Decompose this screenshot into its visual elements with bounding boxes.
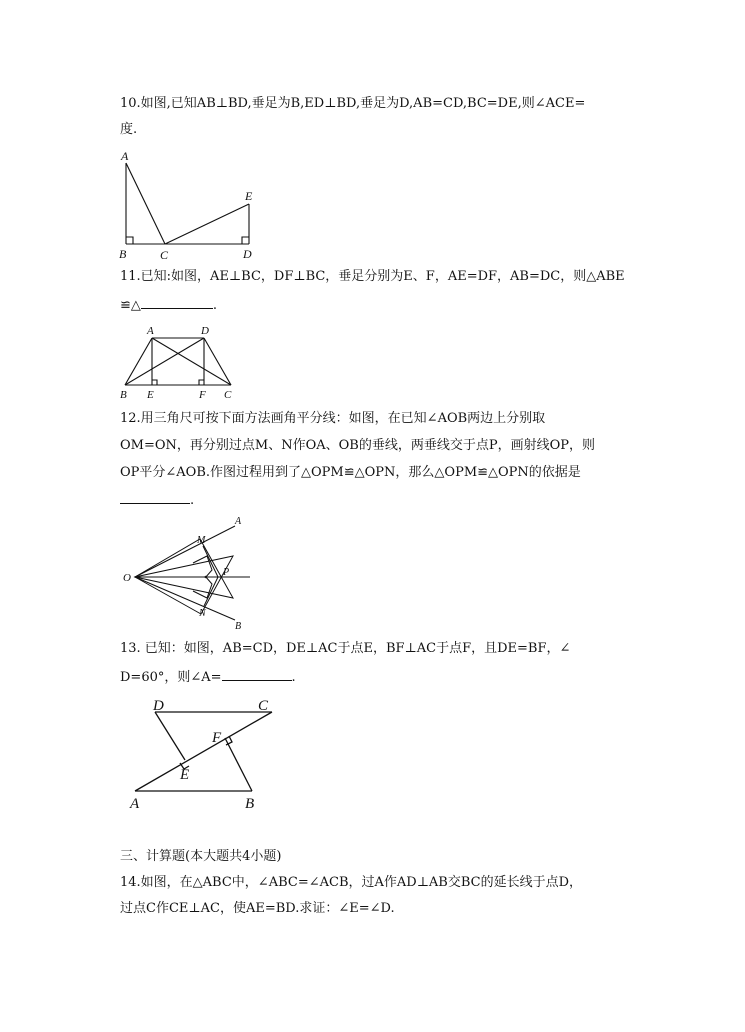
q13-line2-suffix: . bbox=[291, 670, 296, 685]
q14-text-line2: 过点C作CE⊥AC，使AE=BD.求证：∠E=∠D. bbox=[120, 901, 395, 916]
q11-right-angle-e bbox=[152, 380, 157, 385]
q10-label-e: E bbox=[245, 189, 253, 203]
q13-segment-bf bbox=[225, 738, 252, 791]
q13-label-f: F bbox=[212, 730, 222, 746]
q12-triangle-ruler-1 bbox=[135, 539, 233, 598]
q11-line2-suffix: . bbox=[212, 298, 218, 313]
q13-label-d: D bbox=[153, 698, 164, 714]
q12-answer-blank[interactable] bbox=[120, 490, 190, 504]
q10-label-d: D bbox=[243, 247, 252, 261]
q10-text-line1: 10.如图,已知AB⊥BD,垂足为B,ED⊥BD,垂足为D,AB=CD,BC=DE,则∠ACE= bbox=[120, 96, 586, 111]
q10-label-a: A bbox=[121, 149, 129, 163]
q11-segment-dc bbox=[204, 338, 231, 385]
q12-label-o: O bbox=[123, 572, 131, 584]
q12-label-a: A bbox=[235, 516, 242, 527]
q10-figure bbox=[115, 146, 260, 264]
q10-label-b: B bbox=[119, 247, 127, 261]
q12-ray-oa bbox=[135, 526, 235, 577]
q10-text-line2: 度. bbox=[120, 122, 138, 137]
q11-label-d: D bbox=[201, 325, 209, 337]
q10-label-c: C bbox=[160, 248, 169, 262]
q13-line2-prefix: D=60°，则∠A= bbox=[120, 670, 222, 685]
q13-text-line2 bbox=[120, 667, 296, 687]
q12-text-line4 bbox=[120, 490, 194, 510]
q11-label-a: A bbox=[147, 325, 154, 337]
q12-figure bbox=[115, 512, 260, 632]
q11-label-f: F bbox=[199, 389, 206, 401]
q13-answer-blank[interactable] bbox=[222, 667, 292, 681]
section-3-title: 三、计算题(本大题共4小题) bbox=[120, 849, 282, 864]
q12-label-b: B bbox=[235, 621, 242, 632]
q13-label-a: A bbox=[130, 796, 140, 812]
q11-text-line1: 11.已知:如图，AE⊥BC，DF⊥BC，垂足分别为E、F，AE=DF，AB=DC，则△ABE bbox=[120, 269, 625, 284]
q12-label-p: P bbox=[223, 567, 230, 578]
q12-triangle-ruler-2 bbox=[135, 556, 233, 614]
q13-label-e: E bbox=[180, 767, 190, 783]
q12-text-line3: OP平分∠AOB.作图过程用到了△OPM≌△OPN，那么△OPM≌△OPN的依据是 bbox=[120, 465, 581, 480]
q11-figure bbox=[115, 320, 245, 402]
q12-line4-suffix: . bbox=[190, 493, 195, 508]
q12-text-line1: 12.用三角尺可按下面方法画角平分线：如图，在已知∠AOB两边上分别取 bbox=[120, 411, 546, 426]
q12-perpendicular-np bbox=[204, 577, 218, 606]
q12-ray-ob bbox=[135, 577, 235, 620]
q11-segment-ab bbox=[125, 338, 152, 385]
q13-text-line1: 13. 已知：如图，AB=CD，DE⊥AC于点E，BF⊥AC于点F，且DE=BF，∠ bbox=[120, 641, 571, 656]
q13-segment-de bbox=[155, 712, 185, 760]
q13-segment-ac bbox=[135, 712, 272, 791]
q11-text-line2 bbox=[120, 295, 217, 315]
q10-segment-ac bbox=[126, 163, 165, 244]
q12-label-m: M bbox=[197, 535, 206, 546]
q12-label-n: N bbox=[199, 608, 206, 619]
q13-label-c: C bbox=[258, 698, 269, 714]
q11-right-angle-f bbox=[199, 380, 204, 385]
q10-segment-ce bbox=[165, 204, 249, 244]
q11-label-b: B bbox=[120, 389, 127, 401]
q11-line2-prefix: ≌△ bbox=[120, 298, 141, 313]
q11-label-e: E bbox=[147, 389, 154, 401]
q13-figure bbox=[125, 690, 285, 815]
q11-label-c: C bbox=[224, 389, 232, 401]
q10-right-angle-b bbox=[126, 237, 133, 244]
q12-text-line2: OM=ON，再分别过点M、N作OA、OB的垂线，两垂线交于点P，画射线OP，则 bbox=[120, 438, 595, 453]
q11-answer-blank[interactable] bbox=[141, 295, 213, 309]
q10-right-angle-d bbox=[242, 237, 249, 244]
q13-label-b: B bbox=[245, 796, 255, 812]
q14-text-line1: 14.如图，在△ABC中，∠ABC=∠ACB，过A作AD⊥AB交BC的延长线于点D， bbox=[120, 875, 583, 890]
